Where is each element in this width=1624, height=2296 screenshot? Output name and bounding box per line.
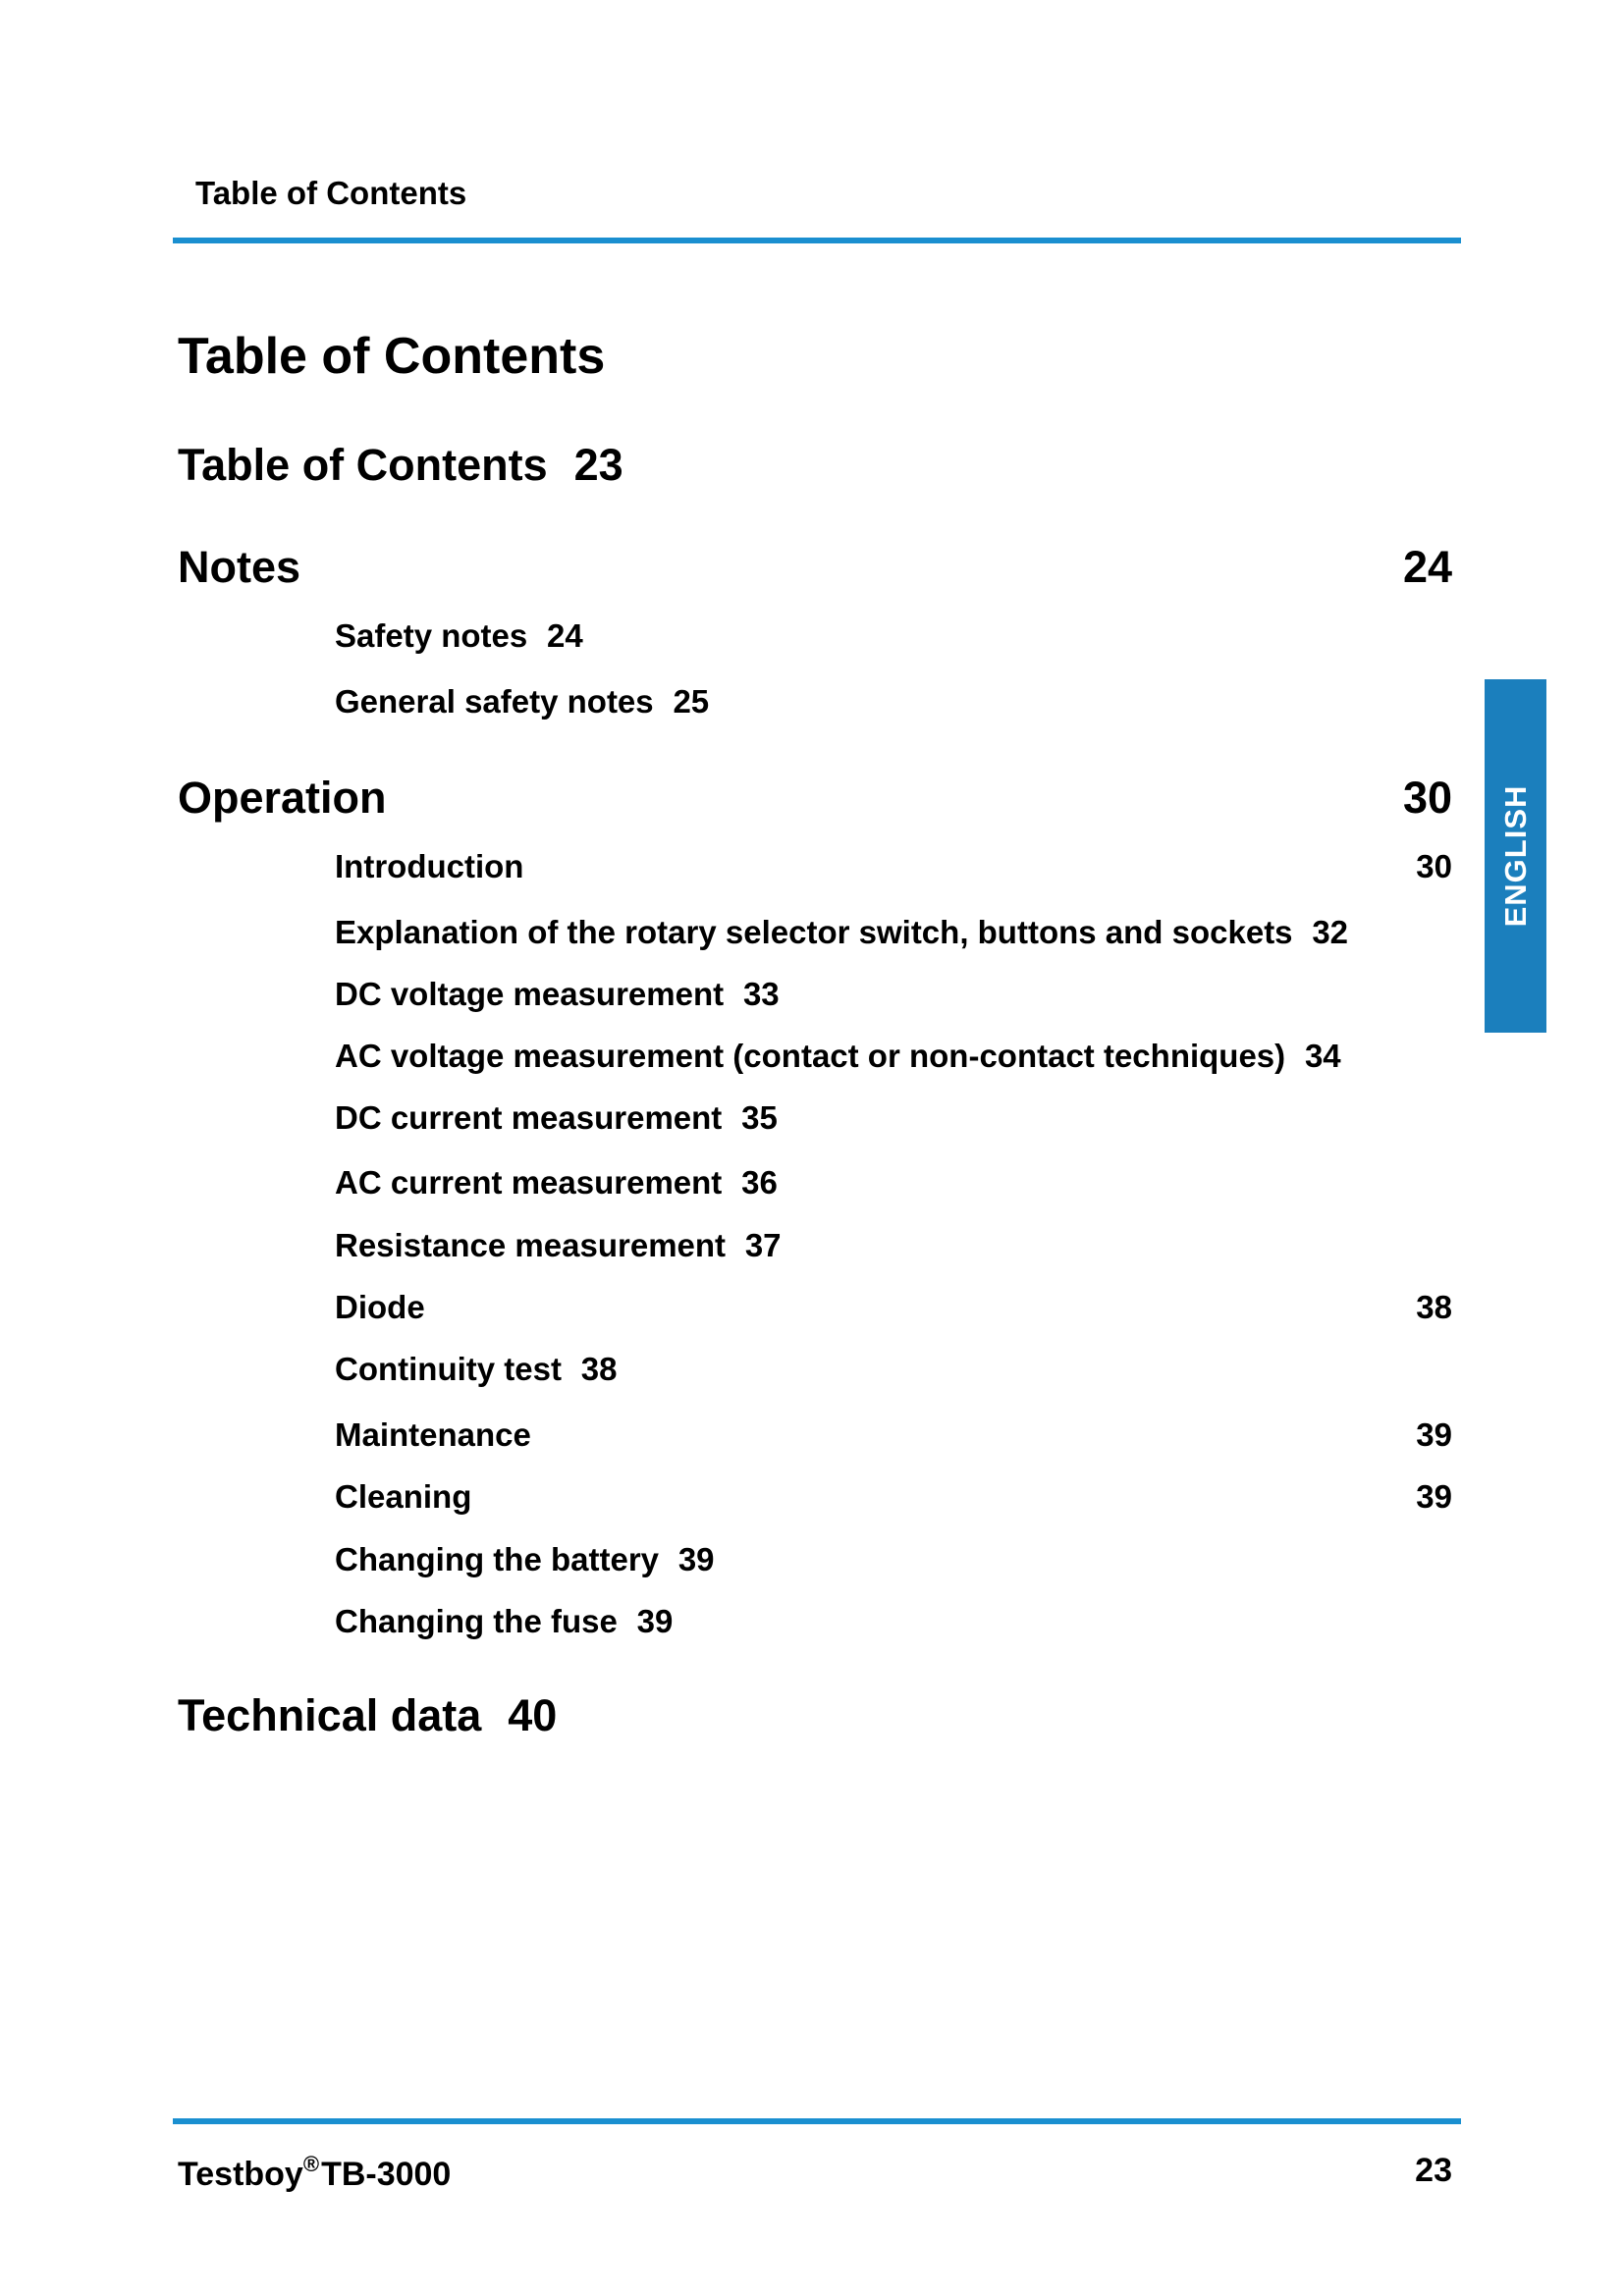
toc-page: 32	[1312, 914, 1349, 950]
toc-label: DC voltage measurement	[335, 976, 725, 1012]
toc-page: 39	[636, 1603, 674, 1639]
model-name: TB-3000	[321, 2156, 452, 2193]
toc-label: Explanation of the rotary selector switch, buttons and sockets	[335, 914, 1293, 950]
toc-label: Cleaning	[335, 1478, 472, 1515]
toc-label: General safety notes	[335, 683, 654, 720]
toc-label: AC current measurement	[335, 1164, 723, 1201]
toc-page: 33	[742, 976, 780, 1012]
toc-label: Changing the battery	[335, 1541, 660, 1577]
toc-page: 38	[1416, 1289, 1452, 1325]
toc-page: 39	[1416, 1416, 1452, 1453]
toc-page: 34	[1304, 1038, 1341, 1074]
header-rule	[173, 238, 1461, 243]
toc-page: 35	[741, 1099, 778, 1136]
toc-label: DC current measurement	[335, 1099, 723, 1136]
toc-label: AC voltage measurement (contact or non-contact techniques)	[335, 1038, 1286, 1074]
toc-label: Technical data	[178, 1690, 482, 1740]
toc-page: 39	[677, 1541, 715, 1577]
toc-page: 30	[1402, 773, 1452, 823]
toc-page: 40	[508, 1690, 558, 1740]
toc-label: Operation	[178, 773, 387, 823]
toc-label: Notes	[178, 542, 301, 592]
toc-page: 36	[741, 1164, 778, 1201]
toc-page: 38	[580, 1351, 618, 1387]
toc-label: Changing the fuse	[335, 1603, 618, 1639]
language-tab	[1485, 679, 1546, 1033]
footer-brand	[178, 2152, 451, 2194]
page-title: Table of Contents	[178, 328, 606, 385]
toc-page: 37	[744, 1227, 782, 1263]
toc-page: 39	[1416, 1478, 1452, 1515]
toc-label: Table of Contents	[178, 440, 548, 490]
toc-page: 24	[1402, 542, 1452, 592]
toc-label: Continuity test	[335, 1351, 562, 1387]
brand-name: Testboy	[178, 2156, 303, 2193]
toc-page: 25	[673, 683, 710, 720]
toc-page: 24	[547, 617, 583, 654]
toc-label: Resistance measurement	[335, 1227, 727, 1263]
toc-page: 30	[1416, 848, 1452, 884]
footer-page-number: 23	[1415, 2152, 1452, 2189]
toc-label: Safety notes	[335, 617, 528, 654]
registered-mark: ®	[302, 2152, 320, 2176]
running-header: Table of Contents	[195, 175, 467, 211]
footer-rule	[173, 2118, 1461, 2124]
toc-page: 23	[573, 440, 623, 490]
language-tab-label: ENGLISH	[1497, 784, 1533, 928]
toc-label: Maintenance	[335, 1416, 531, 1453]
toc-label: Introduction	[335, 848, 524, 884]
toc-label: Diode	[335, 1289, 425, 1325]
